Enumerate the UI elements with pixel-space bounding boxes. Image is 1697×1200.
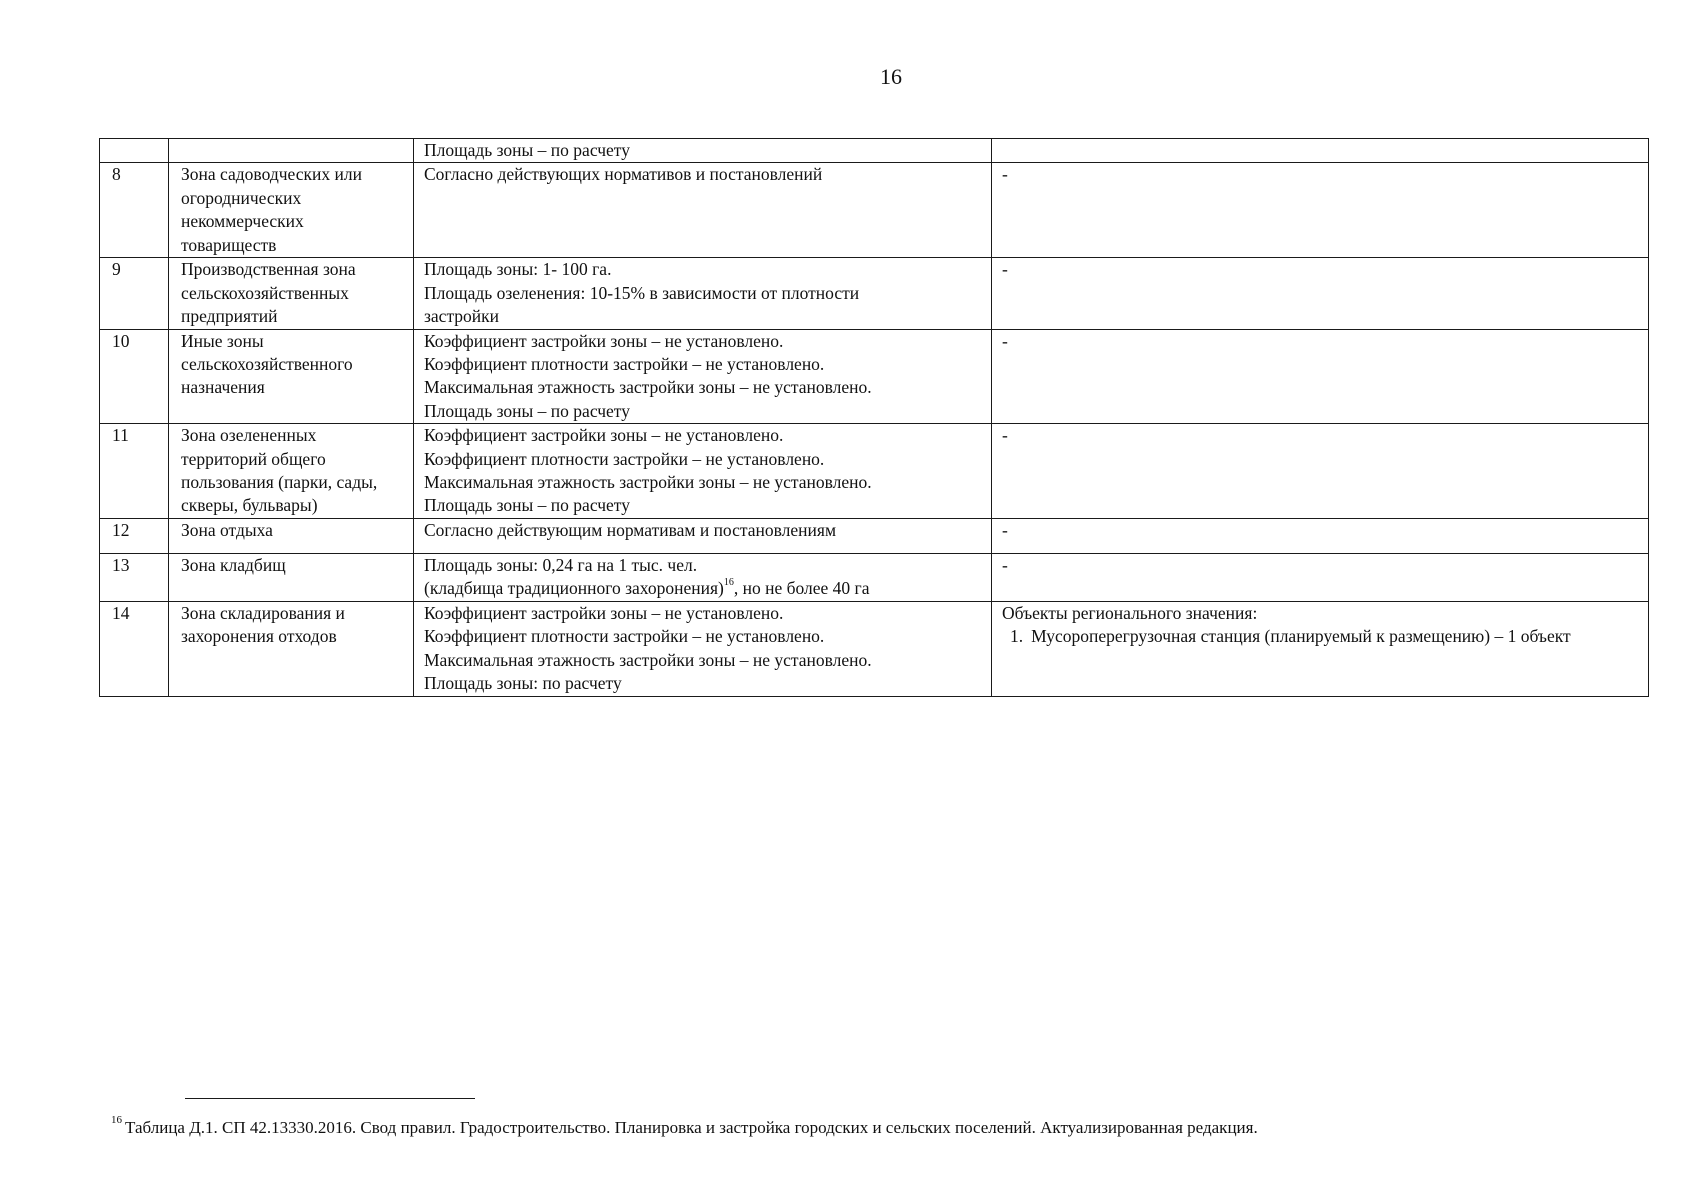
objects-cell (992, 553, 1649, 601)
table-row (100, 553, 1649, 601)
zone-name-line: Зона складирования и (181, 602, 345, 623)
parameters-cell (414, 518, 992, 553)
objects-cell (992, 518, 1649, 553)
footnote-mark: 16 (111, 1114, 122, 1127)
parameter-line: застройки (424, 306, 500, 327)
row-number-cell: 8 (100, 163, 169, 258)
table-row (100, 258, 1649, 329)
zone-name-line: сельскохозяйственных (181, 282, 349, 303)
parameter-line: Коэффициент застройки зоны – не установлено. (424, 425, 784, 446)
table-row (100, 518, 1649, 553)
table-row (100, 424, 1649, 519)
objects-text: - (1002, 259, 1008, 280)
objects-heading: Объекты регионального значения: (1002, 602, 1258, 623)
row-number-cell: 12 (100, 518, 169, 553)
objects-text: - (1002, 164, 1008, 185)
zone-name-line: захоронения отходов (181, 626, 337, 647)
parameter-line: Коэффициент застройки зоны – не установлено. (424, 602, 784, 623)
table-row (100, 601, 1649, 696)
row-number-cell: 14 (100, 601, 169, 696)
zone-name-line: скверы, бульвары) (181, 495, 318, 516)
parameter-line: Максимальная этажность застройки зоны – не установлено. (424, 377, 872, 398)
parameter-line: Коэффициент плотности застройки – не установлено. (424, 448, 825, 469)
table-row (100, 163, 1649, 258)
footnote-reference: 16 (723, 577, 734, 589)
zone-name-cell (169, 139, 414, 163)
zones-table (99, 138, 1649, 697)
objects-text: - (1002, 330, 1008, 351)
zone-name-line: некоммерческих (181, 211, 304, 232)
row-number-cell: 13 (100, 553, 169, 601)
zone-name-cell (169, 424, 414, 519)
parameters-cell (414, 329, 992, 424)
row-number-cell: 9 (100, 258, 169, 329)
objects-text: - (1002, 554, 1008, 575)
objects-cell (992, 329, 1649, 424)
parameter-line: Площадь зоны – по расчету (424, 400, 630, 421)
parameters-cell (414, 163, 992, 258)
objects-cell (992, 601, 1649, 696)
row-number-cell: 10 (100, 329, 169, 424)
list-item (1010, 625, 1638, 648)
objects-text: - (1002, 519, 1008, 540)
zone-name-line: Зона кладбищ (181, 554, 286, 575)
parameter-line: Площадь зоны: 1- 100 га. (424, 259, 612, 280)
parameter-line: Коэффициент плотности застройки – не установлено. (424, 354, 825, 375)
parameter-line: Площадь зоны – по расчету (424, 140, 630, 160)
zone-name-line: территорий общего (181, 448, 326, 469)
parameter-line: Коэффициент застройки зоны – не установлено. (424, 330, 784, 351)
zone-name-line: назначения (181, 377, 265, 398)
table-row (100, 329, 1649, 424)
parameter-line: Площадь зоны: 0,24 га на 1 тыс. чел. (424, 554, 698, 575)
parameter-line: Коэффициент плотности застройки – не установлено. (424, 626, 825, 647)
objects-cell (992, 139, 1649, 163)
objects-cell (992, 258, 1649, 329)
footnote-text: Таблица Д.1. СП 42.13330.2016. Свод правил. Градостроительство. Планировка и застройка городских и сельских поселений. Актуализированная редакция. (125, 1118, 1258, 1137)
parameters-cell (414, 139, 992, 163)
list-item-text: Мусороперегрузочная станция (планируемый к размещению) – 1 объект (1031, 626, 1571, 647)
objects-text: - (1002, 425, 1008, 446)
parameter-line: Максимальная этажность застройки зоны – не установлено. (424, 472, 872, 493)
zone-name-cell (169, 163, 414, 258)
parameters-cell (414, 258, 992, 329)
row-number-cell (100, 139, 169, 163)
page-number: 16 (880, 64, 902, 89)
zone-name-line: предприятий (181, 306, 278, 327)
zone-name-cell (169, 601, 414, 696)
zone-name-line: Зона озелененных (181, 425, 317, 446)
zone-name-line: огороднических (181, 187, 302, 208)
parameter-line: Согласно действующих нормативов и постановлений (424, 164, 823, 185)
parameter-line: Площадь озеленения: 10-15% в зависимости от плотности (424, 282, 860, 303)
parameter-line: Площадь зоны – по расчету (424, 495, 630, 516)
zone-name-line: пользования (парки, сады, (181, 472, 378, 493)
parameters-cell (414, 601, 992, 696)
footnote (111, 1114, 1258, 1138)
parameter-text: (кладбища традиционного захоронения) (424, 578, 724, 599)
zone-name-cell (169, 258, 414, 329)
zone-name-line: товариществ (181, 234, 277, 255)
zone-name-cell (169, 553, 414, 601)
objects-cell (992, 163, 1649, 258)
table-row (100, 139, 1649, 163)
parameter-line (424, 577, 981, 600)
row-number-cell: 11 (100, 424, 169, 519)
zone-name-line: Зона садоводческих или (181, 164, 362, 185)
parameter-line: Площадь зоны: по расчету (424, 673, 622, 694)
zone-name-line: Производственная зона (181, 259, 356, 280)
parameters-cell (414, 424, 992, 519)
parameters-cell (414, 553, 992, 601)
zone-name-line: Зона отдыха (181, 519, 273, 540)
list-item-number: 1. (1010, 626, 1024, 647)
parameter-text: , но не более 40 га (733, 578, 870, 599)
footnote-separator (185, 1098, 475, 1099)
objects-cell (992, 424, 1649, 519)
zone-name-line: Иные зоны (181, 330, 264, 351)
parameter-line: Максимальная этажность застройки зоны – не установлено. (424, 649, 872, 670)
zone-name-cell (169, 329, 414, 424)
objects-list (1002, 625, 1638, 648)
zone-name-line: сельскохозяйственного (181, 354, 353, 375)
zone-name-cell (169, 518, 414, 553)
parameter-line: Согласно действующим нормативам и постановлениям (424, 519, 837, 540)
